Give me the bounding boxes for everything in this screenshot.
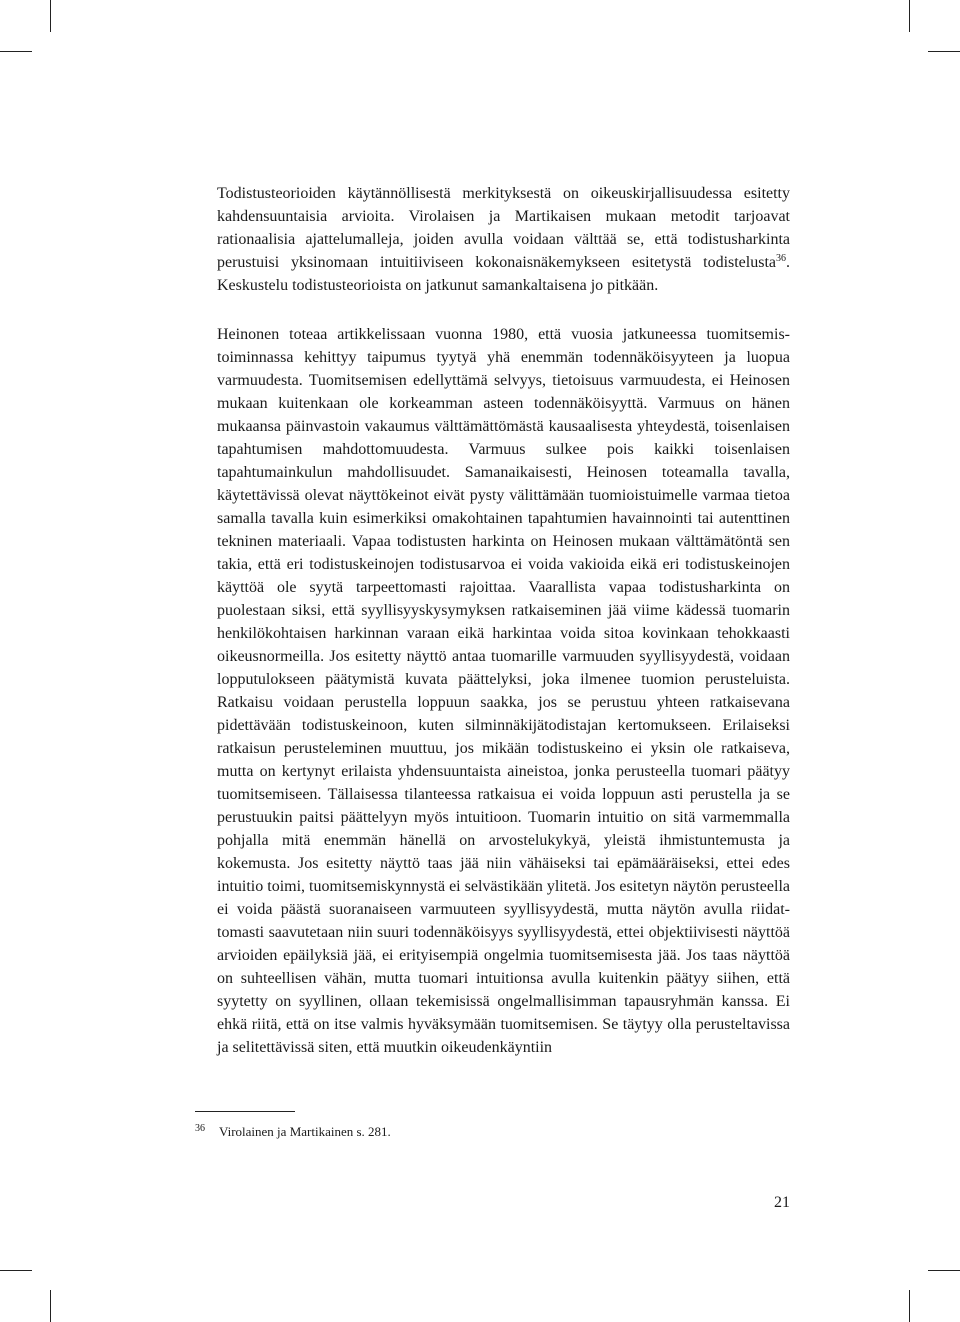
paragraph-text: Todistusteorioiden käytännöllisestä merkityksestä on oikeuskirjallisuudessa esitetty kahdensuuntaisia arvioita. Virolaisen ja Martikaisen mukaan metodit tarjoavat rationaalisia ajattelumalleja, joiden avulla voidaan välttää se, että todistusharkinta perustuisi yksinomaan intuitiiviseen kokonaisnäkemykseen esitetystä todistelusta: [217, 185, 790, 271]
crop-mark-bottom-left: [50, 1290, 51, 1322]
crop-mark-top-right: [928, 51, 960, 52]
crop-mark-top-right: [909, 0, 910, 32]
footnote-reference[interactable]: 36: [776, 253, 786, 264]
crop-mark-top-left: [0, 51, 32, 52]
paragraph-text: . Keskustelu todistusteorioista on jatkunut samankaltaisena jo pitkään.: [217, 254, 790, 294]
crop-mark-bottom-right: [909, 1290, 910, 1322]
crop-mark-top-left: [50, 0, 51, 32]
footnote-separator: [195, 1111, 295, 1112]
body-paragraph-1: [217, 182, 790, 297]
crop-mark-bottom-right: [928, 1270, 960, 1271]
footnote: [195, 1120, 391, 1141]
crop-mark-bottom-left: [0, 1270, 32, 1271]
footnote-text: Virolainen ja Martikainen s. 281.: [219, 1124, 391, 1139]
footnote-number: 36: [195, 1123, 205, 1134]
page-number: 21: [774, 1194, 790, 1211]
body-paragraph-2: Heinonen toteaa artikkelissaan vuonna 1980, että vuosia jatkuneessa tuomitsemistoiminnassa kehittyy taipumus tyytyä yhä enemmän todennäköisyyteen ja luopua varmuudesta. Tuomitsemisen edellyttämä selvyys, tietoisuus varmuudesta, ei Heinosen mukaan kuitenkaan ole korkeamman asteen todennäköisyyttä. Varmuus on hänen mukaansa päinvastoin vakaumus välttämättömästä kausaalisesta yhteydestä, toisenlaisen tapahtumisen mahdottomuudesta. Varmuus sulkee pois kaikki toisenlaisen tapahtumainkulun mahdollisuudet. Samanaikaisesti, Heinosen toteamalla tavalla, käytettävissä olevat näyttökeinot eivät pysty välittämään tuomioistuimelle varmaa tietoa samalla tavalla kuin esimerkiksi omakohtainen tapahtumien havainnointi tai autenttinen tekninen materiaali. Vapaa todistusten harkinta on Heinosen mukaan välttämätöntä sen takia, että eri todistuskeinojen todistusarvoa ei voida vakioida eikä eri todistuskeinojen käyttöä ole syytä tarpeettomasti rajoittaa. Vaarallista vapaa todistusharkinta on puolestaan siksi, että syyllisyyskysymyksen ratkaiseminen jää viime kädessä tuomarin henkilökohtaisen harkinnan varaan eikä harkintaa voida sitoa kovinkaan tehokkaasti oikeusnormeilla. Jos esitetty näyttö antaa tuomarille varmuuden syyllisyydestä, voidaan lopputulokseen päätymistä kuvata päättelyksi, joka ilmenee tuomion perusteluista. Ratkaisu voidaan perustella loppuun saakka, jos se perustuu yhteen ratkaisevana pidettävään todistuskeinoon, kuten silminnäkijätodistajan kertomukseen. Erilaiseksi ratkaisun perusteleminen muuttuu, jos mikään todistuskeino ei yksin ole ratkaiseva, mutta on kertynyt erilaista yhdensuuntaista aineistoa, jonka perusteella tuomari päätyy tuomitsemiseen. Tällaisessa tilanteessa ratkaisua ei voida loppuun asti perustella ja se perustuukin paitsi päättelyyn myös intuitioon. Tuomarin intuitio on sitä varmemmalla pohjalla mitä enemmän hänellä on arvostelukykyä, yleistä ihmistuntemusta ja kokemusta. Jos esitetty näyttö taas jää niin vähäiseksi tai epämääräiseksi, ettei edes intuitio toimi, tuomitsemiskynnystä ei selvästikään ylitetä. Jos esitetyn näytön perusteella ei voida päästä suoranaiseen varmuuteen syyllisyydestä, mutta näytön avulla riidattomasti saavutetaan niin suuri todennäköisyys syyllisyydestä, ettei objektiivisesti näyttöä arvioiden epäilyksiä jää, ei erityisempiä ongelmia tuomitsemisesta jää. Jos taas näyttöä on suhteellisen vähän, mutta tuomari intuitionsa avulla kuitenkin päätyy siihen, että syytetty on syyllinen, ollaan tekemisissä ongelmallisimman tapausryhmän kanssa. Ei ehkä riitä, että on itse valmis hyväksymään tuomitsemisen. Se täytyy olla perusteltavissa ja selitettävissä siten, että muutkin oikeudenkäyntiin: [217, 326, 790, 1056]
